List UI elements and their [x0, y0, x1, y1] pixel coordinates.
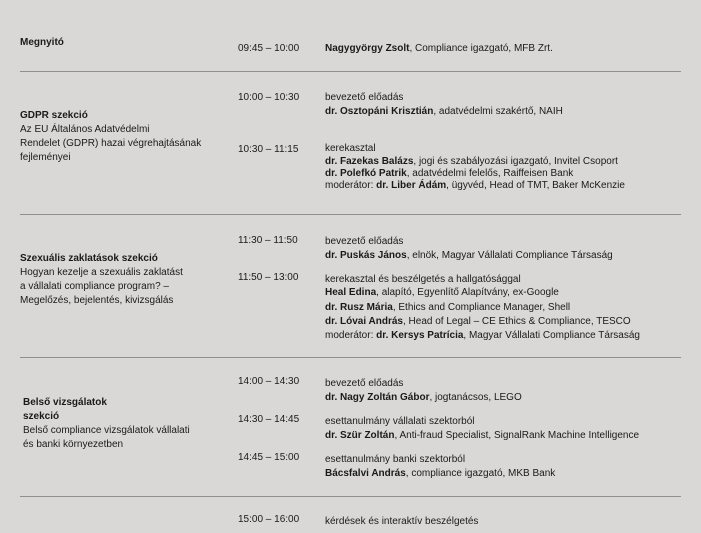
speaker-name: Nagygyörgy Zsolt	[325, 43, 410, 54]
gdpr-slot1-time: 10:00 – 10:30	[238, 92, 300, 103]
harassment-slot1-speaker-line	[325, 249, 613, 262]
harassment-slot2-kind: kerekasztal és beszélgetés a hallgatósággal	[325, 274, 521, 285]
speaker-role: , Magyar Vállalati Compliance Társaság	[463, 330, 640, 341]
speaker-role: , Compliance igazgató, MFB Zrt.	[409, 43, 553, 54]
internal-section-title: Belső vizsgálatok	[23, 397, 107, 408]
speaker-name: dr. Fazekas Balázs	[325, 156, 414, 167]
closing-kind: kérdések és interaktív beszélgetés	[325, 516, 479, 527]
closing-time: 15:00 – 16:00	[238, 514, 300, 525]
moderator-label: moderátor:	[325, 180, 377, 191]
speaker-role: , adatvédelmi felelős, Raiffeisen Bank	[406, 168, 574, 179]
speaker-role: , Head of Legal – CE Ethics & Compliance, TESCO	[402, 316, 631, 327]
internal-slot2-time: 14:30 – 14:45	[238, 414, 300, 425]
speaker-name: dr. Kersys Patrícia	[376, 330, 464, 341]
internal-slot1-kind: bevezető előadás	[325, 378, 404, 389]
opening-title: Megnyitó	[20, 37, 64, 48]
harassment-slot2-panelist-line	[325, 315, 631, 328]
internal-slot2-kind: esettanulmány vállalati szektorból	[325, 416, 475, 427]
internal-subtitle-line: és banki környezetben	[23, 439, 124, 450]
harassment-slot2-panelist-line	[325, 286, 559, 299]
speaker-role: , compliance igazgató, MKB Bank	[405, 468, 556, 479]
gdpr-slot2-time: 10:30 – 11:15	[238, 144, 299, 155]
internal-slot3-speaker-line	[325, 467, 555, 480]
opening-speaker-line	[325, 42, 553, 55]
gdpr-slot1-kind: bevezető előadás	[325, 92, 404, 103]
speaker-role: , jogi és szabályozási igazgató, Invitel Csoport	[413, 156, 618, 167]
harassment-section-title: Szexuális zaklatások szekció	[20, 253, 158, 264]
internal-slot2-speaker-line	[325, 429, 639, 442]
speaker-role: , jogtanácsos, LEGO	[429, 392, 522, 403]
speaker-role: , alapító, Egyenlítő Alapítvány, ex-Google	[376, 287, 559, 298]
speaker-role: , Anti-fraud Specialist, SignalRank Machine Intelligence	[394, 430, 640, 441]
speaker-role: , Ethics and Compliance Manager, Shell	[392, 302, 571, 313]
section-divider	[20, 71, 681, 72]
speaker-name: dr. Szür Zoltán	[325, 430, 395, 441]
harassment-slot2-panelist-line	[325, 301, 570, 314]
internal-slot3-kind: esettanulmány banki szektorból	[325, 454, 466, 465]
speaker-name: Heal Edina	[325, 287, 377, 298]
harassment-subtitle-line: a vállalati compliance program? –	[20, 281, 169, 292]
gdpr-slot2-kind: kerekasztal	[325, 143, 376, 154]
harassment-slot1-time: 11:30 – 11:50	[238, 235, 298, 246]
speaker-role: , adatvédelmi szakértő, NAIH	[433, 106, 563, 117]
gdpr-slot1-speaker-line	[325, 105, 563, 118]
harassment-subtitle-line: Hogyan kezelje a szexuális zaklatást	[20, 267, 183, 278]
speaker-name: dr. Nagy Zoltán Gábor	[325, 392, 430, 403]
speaker-name: dr. Liber Ádám	[376, 180, 447, 191]
speaker-name: dr. Lóvai András	[325, 316, 403, 327]
gdpr-subtitle-line: Rendelet (GDPR) hazai végrehajtásának	[20, 138, 202, 149]
internal-subtitle-line: Belső compliance vizsgálatok vállalati	[23, 425, 190, 436]
section-divider	[20, 214, 681, 215]
speaker-name: dr. Puskás János	[325, 250, 407, 261]
gdpr-subtitle-line: Az EU Általános Adatvédelmi	[20, 124, 150, 135]
speaker-role: , elnök, Magyar Vállalati Compliance Társaság	[406, 250, 613, 261]
harassment-subtitle-line: Megelőzés, bejelentés, kivizsgálás	[20, 295, 174, 306]
moderator-label: moderátor:	[325, 330, 377, 341]
internal-slot1-time: 14:00 – 14:30	[238, 376, 300, 387]
speaker-name: dr. Polefkó Patrik	[325, 168, 407, 179]
harassment-slot2-moderator-line	[325, 329, 640, 342]
gdpr-subtitle-line: fejleményei	[20, 152, 71, 163]
opening-time: 09:45 – 10:00	[238, 43, 300, 54]
speaker-name: Bácsfalvi András	[325, 468, 406, 479]
gdpr-slot2-moderator-line	[325, 179, 625, 192]
speaker-role: , ügyvéd, Head of TMT, Baker McKenzie	[446, 180, 625, 191]
internal-slot1-speaker-line	[325, 391, 522, 404]
harassment-slot2-time: 11:50 – 13:00	[238, 272, 299, 283]
gdpr-section-title: GDPR szekció	[20, 110, 88, 121]
speaker-name: dr. Osztopáni Krisztián	[325, 106, 434, 117]
harassment-slot1-kind: bevezető előadás	[325, 236, 404, 247]
section-divider	[20, 357, 681, 358]
internal-slot3-time: 14:45 – 15:00	[238, 452, 300, 463]
internal-section-title: szekció	[23, 411, 60, 422]
section-divider	[20, 496, 681, 497]
speaker-name: dr. Rusz Mária	[325, 302, 393, 313]
